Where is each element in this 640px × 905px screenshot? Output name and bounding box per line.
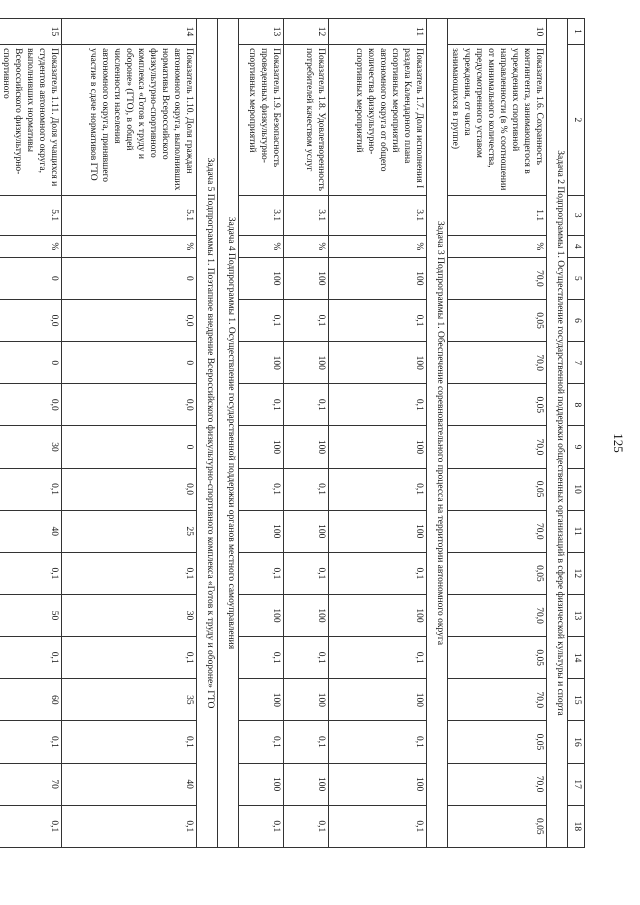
value-cell: 0,1 (329, 468, 427, 510)
value-cell: 0,05 (448, 637, 547, 679)
value-cell: 70,0 (448, 342, 547, 384)
value-cell: 70,0 (448, 426, 547, 468)
section-task3: Задача 3 Подпрограммы 1. Обеспечение соревновательного процесса на территории автономного округа (427, 19, 448, 848)
value-cell: 0,1 (0, 637, 62, 679)
value-cell: 0,0 (62, 299, 197, 341)
value-cell: 100 (239, 426, 284, 468)
value-cell: 0 (0, 342, 62, 384)
value-cell: 0,1 (239, 805, 284, 847)
unit-cell: % (329, 235, 427, 257)
indicator-name-cell: Показатель 1.11. Доля учащихся и студентов автономного округа, выполнивших нормативы Всероссийского физкультурно-спортивного (0, 45, 62, 196)
value-cell: 0,0 (62, 468, 197, 510)
header-cell: 11 (568, 510, 585, 552)
value-cell: 0 (0, 257, 62, 299)
value-cell: 0,1 (0, 552, 62, 594)
value-cell: 100 (239, 679, 284, 721)
value-cell: 0,05 (448, 552, 547, 594)
value-cell: 0,1 (62, 552, 197, 594)
value-cell: 100 (239, 510, 284, 552)
value-cell: 0,0 (0, 384, 62, 426)
code-cell: 5.1 (62, 195, 197, 235)
value-cell: 0,1 (329, 552, 427, 594)
value-cell: 70 (0, 763, 62, 805)
value-cell: 50 (0, 594, 62, 636)
header-cell: 6 (568, 299, 585, 341)
value-cell: 100 (239, 257, 284, 299)
value-cell: 0 (62, 426, 197, 468)
code-cell: 3.1 (239, 195, 284, 235)
value-cell: 100 (239, 594, 284, 636)
value-cell: 0,05 (448, 384, 547, 426)
header-cell: 10 (568, 468, 585, 510)
header-cell: 8 (568, 384, 585, 426)
value-cell: 100 (329, 510, 427, 552)
value-cell: 100 (284, 594, 329, 636)
unit-cell: % (239, 235, 284, 257)
value-cell: 0,1 (329, 299, 427, 341)
value-cell: 0,1 (239, 468, 284, 510)
value-cell: 100 (284, 257, 329, 299)
value-cell: 0,1 (239, 384, 284, 426)
value-cell: 30 (0, 426, 62, 468)
value-cell: 0,0 (62, 384, 197, 426)
value-cell: 100 (239, 763, 284, 805)
unit-cell: % (284, 235, 329, 257)
section-task2: Задача 2 Подпрограммы 1. Осуществление государственной поддержки общественных организаций в сфере физической культуры и спорта (547, 19, 568, 848)
value-cell: 25 (62, 510, 197, 552)
value-cell: 70,0 (448, 763, 547, 805)
value-cell: 40 (0, 510, 62, 552)
row-number-cell: 14 (62, 19, 197, 45)
value-cell: 70,0 (448, 257, 547, 299)
value-cell: 0,1 (239, 637, 284, 679)
value-cell: 0,1 (62, 721, 197, 763)
value-cell: 70,0 (448, 594, 547, 636)
value-cell: 0 (62, 342, 197, 384)
table-row (239, 19, 284, 848)
indicator-name-cell: Показатель 1.7. Доля исполнения I раздела Календарного плана спортивных мероприятий автономного округа от общего количества физкультурно-спортивных мероприятий (329, 45, 427, 196)
value-cell: 100 (284, 510, 329, 552)
value-cell: 100 (329, 594, 427, 636)
value-cell: 100 (329, 257, 427, 299)
header-cell: 14 (568, 637, 585, 679)
page-number: 125 (610, 433, 626, 453)
table-row (0, 19, 62, 848)
indicator-name-cell: Показатель 1.8. Удовлетворенность потребителей качеством услуг (284, 45, 329, 196)
value-cell: 0,05 (448, 299, 547, 341)
indicator-name-cell: Показатель 1.6. Сохранность контингента, занимающегося в учреждениях спортивной направленности (в % соотношении от минимального количества, предусмотренного уставом учреждения, от числа занимающихся в группе) (448, 45, 547, 196)
header-row (568, 19, 585, 848)
value-cell: 40 (62, 763, 197, 805)
value-cell: 70,0 (448, 679, 547, 721)
value-cell: 100 (329, 342, 427, 384)
rotated-table-sheet (1, 18, 585, 848)
header-cell: 5 (568, 257, 585, 299)
unit-cell: % (448, 235, 547, 257)
table-row (329, 19, 427, 848)
code-cell: 3.1 (284, 195, 329, 235)
header-cell: 4 (568, 235, 585, 257)
value-cell: 0,1 (284, 805, 329, 847)
value-cell: 100 (284, 679, 329, 721)
value-cell: 0,1 (329, 637, 427, 679)
row-number-cell: 13 (239, 19, 284, 45)
value-cell: 0,05 (448, 805, 547, 847)
value-cell: 0,1 (239, 299, 284, 341)
value-cell: 0,1 (62, 805, 197, 847)
value-cell: 0,05 (448, 721, 547, 763)
value-cell: 60 (0, 679, 62, 721)
value-cell: 100 (329, 763, 427, 805)
row-number-cell: 15 (0, 19, 62, 45)
value-cell: 100 (329, 426, 427, 468)
header-cell: 2 (568, 45, 585, 196)
value-cell: 0,1 (0, 721, 62, 763)
header-cell: 12 (568, 552, 585, 594)
section-task4: Задача 4 Подпрограммы 1. Осуществление государственной поддержки органов местного самоуправления (218, 19, 239, 848)
header-cell: 9 (568, 426, 585, 468)
value-cell: 0,0 (0, 299, 62, 341)
value-cell: 0,1 (284, 384, 329, 426)
indicator-name-cell: Показатель 1.9. Безопасность проведенных физкультурно-спортивных мероприятий (239, 45, 284, 196)
value-cell: 0,1 (284, 299, 329, 341)
row-number-cell: 11 (329, 19, 427, 45)
header-cell: 13 (568, 594, 585, 636)
table-row (62, 19, 197, 848)
row-number-cell: 10 (448, 19, 547, 45)
value-cell: 0,1 (284, 552, 329, 594)
header-cell: 16 (568, 721, 585, 763)
value-cell: 0,1 (284, 637, 329, 679)
header-cell: 1 (568, 19, 585, 45)
header-cell: 3 (568, 195, 585, 235)
value-cell: 0,1 (0, 468, 62, 510)
value-cell: 30 (62, 594, 197, 636)
indicator-name-cell: Показатель 1.10. Доля граждан автономного округа, выполнивших нормативы Всероссийского физкультурно-спортивного комплекса «Готов к труду и обороне» (ГТО), в общей численности населения автономного округа, принявшего участие в сдаче нормативов ГТО (62, 45, 197, 196)
header-cell: 15 (568, 679, 585, 721)
unit-cell: % (62, 235, 197, 257)
code-cell: 1.1 (448, 195, 547, 235)
section-task5: Задача 5 Подпрограммы 1. Поэтапное внедрение Всероссийского физкультурно-спортивного комплекса «Готов к труду и обороне» ГТО (197, 19, 218, 848)
value-cell: 100 (284, 426, 329, 468)
unit-cell: % (0, 235, 62, 257)
code-cell: 5.1 (0, 195, 62, 235)
value-cell: 0,1 (329, 384, 427, 426)
value-cell: 100 (284, 342, 329, 384)
table-row (448, 19, 547, 848)
value-cell: 0,1 (239, 721, 284, 763)
table-row (284, 19, 329, 848)
value-cell: 100 (329, 679, 427, 721)
value-cell: 0,1 (329, 721, 427, 763)
value-cell: 0,1 (329, 805, 427, 847)
value-cell: 0,1 (284, 468, 329, 510)
header-cell: 7 (568, 342, 585, 384)
value-cell: 0 (62, 257, 197, 299)
row-number-cell: 12 (284, 19, 329, 45)
value-cell: 70,0 (448, 510, 547, 552)
value-cell: 0,1 (0, 805, 62, 847)
value-cell: 0,1 (239, 552, 284, 594)
value-cell: 0,1 (62, 637, 197, 679)
header-cell: 18 (568, 805, 585, 847)
value-cell: 100 (284, 763, 329, 805)
value-cell: 100 (239, 342, 284, 384)
value-cell: 35 (62, 679, 197, 721)
header-cell: 17 (568, 763, 585, 805)
code-cell: 3.1 (329, 195, 427, 235)
indicators-table (0, 18, 585, 848)
value-cell: 0,1 (284, 721, 329, 763)
value-cell: 0,05 (448, 468, 547, 510)
